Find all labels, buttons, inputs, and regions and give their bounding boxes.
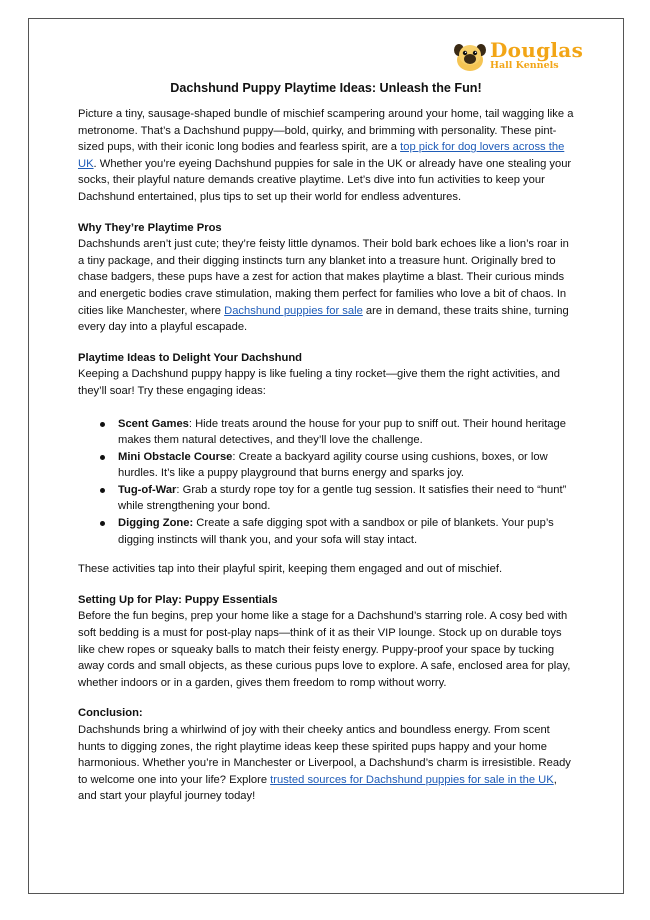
pug-logo-icon [452,40,488,74]
list-item-text: : Create a backyard agility course using cushions, boxes, or low hurdles. It’s like a puppy playground that burns energy and sparks joy. [118,450,548,480]
intro-text-2: . Whether you’re eyeing Dachshund puppies for sale in the UK or already have one stealing your socks, their playful nature demands creative playtime. Let’s dive into fun activities to keep your Dachshund entertained, plus tips to set up their world for endless adventures. [78,157,572,203]
list-item [118,515,574,548]
list-item [118,449,574,482]
list-item-label: Scent Games [118,417,189,430]
ideas-heading: Playtime Ideas to Delight Your Dachshund [78,351,303,364]
pros-heading: Why They’re Playtime Pros [78,221,222,234]
pros-text-2: are in demand, these traits shine, turning every day into a playful escapade. [78,304,569,334]
setup-paragraph: Before the fun begins, prep your home like a stage for a Dachshund’s starring role. A cosy bed with soft bedding is a must for post-play naps—think of it as their VIP lounge. Stock up on durable toys like chew ropes or squeaky balls to match their feisty energy. Puppy-proof your space by tucking away cords and small objects, as these curious pups love to explore. A safe, enclosed area for play, whether indoors or in a garden, gives them freedom to romp without worry. [78,610,571,689]
page-title: Dachshund Puppy Playtime Ideas: Unleash the Fun! [170,81,482,95]
document-content [78,80,574,819]
conclusion-heading: Conclusion: [78,707,143,720]
brand-logo [452,38,582,78]
conclusion-text-1: Dachshunds bring a whirlwind of joy with their cheeky antics and boundless energy. From scent hunts to digging zones, the right playtime ideas keep these spirited pups happy and your home harmonious. Whether you’re in Manchester or Liverpool, a Dachshund’s charm is irresistible. Ready to welcome one into your life? Explore [78,724,571,786]
intro-text-1: Picture a tiny, sausage-shaped bundle of mischief scampering around your home, tail wagging like a metronome. That’s a Dachshund puppy—bold, quirky, and brimming with personality. These pint-sized pups, with their iconic long bodies and fearless spirit, are a [78,108,574,154]
top-pick-link[interactable]: top pick for dog lovers across the UK [78,141,565,170]
ideas-intro: Keeping a Dachshund puppy happy is like fueling a tiny rocket—give them the right activities, and they’ll soar! Try these engaging ideas: [78,368,560,397]
list-item-text: : Grab a sturdy rope toy for a gentle tug session. It satisfies their need to “hunt” while strengthening your bond. [118,483,567,513]
conclusion-paragraph [78,722,574,805]
list-item-text: : Hide treats around the house for your pup to sniff out. Their hound heritage makes them natural detectives, and they’ll love the challenge. [118,417,566,447]
conclusion-text-2: , and start your playful journey today! [78,773,557,803]
trusted-sources-link[interactable]: trusted sources for Dachshund puppies for sale in the UK [270,773,554,786]
list-item-label: Tug-of-War [118,483,177,496]
intro-paragraph [78,106,574,206]
list-item-text: Create a safe digging spot with a sandbox or pile of blankets. Your pup’s digging instincts will thank you, and your sofa will stay intact. [118,517,554,546]
list-item [118,416,574,449]
ideas-list [78,416,574,549]
setup-heading: Setting Up for Play: Puppy Essentials [78,593,278,606]
list-item-label: Digging Zone: [118,517,194,530]
list-item-label: Mini Obstacle Course [118,450,233,463]
ideas-outro: These activities tap into their playful spirit, keeping them engaged and out of mischief. [78,563,503,576]
brand-name-line2: Hall Kennels [490,60,559,71]
pros-text-1: Dachshunds aren’t just cute; they’re feisty little dynamos. Their bold bark echoes like a lion’s roar in a tiny package, and their digging instincts turn any blanket into a treasure hunt. Originally bred to chase badgers, these pups have a zest for action that makes playtime a blast. Their curious minds and energetic bodies crave stimulation, making them perfect for families who love a bit of chaos. In cities like Manchester, where [78,238,569,317]
brand-name-line1: Douglas [490,38,584,62]
dachshund-puppies-for-sale-link[interactable]: Dachshund puppies for sale [224,304,363,317]
pros-paragraph [78,236,574,336]
list-item [118,482,574,515]
